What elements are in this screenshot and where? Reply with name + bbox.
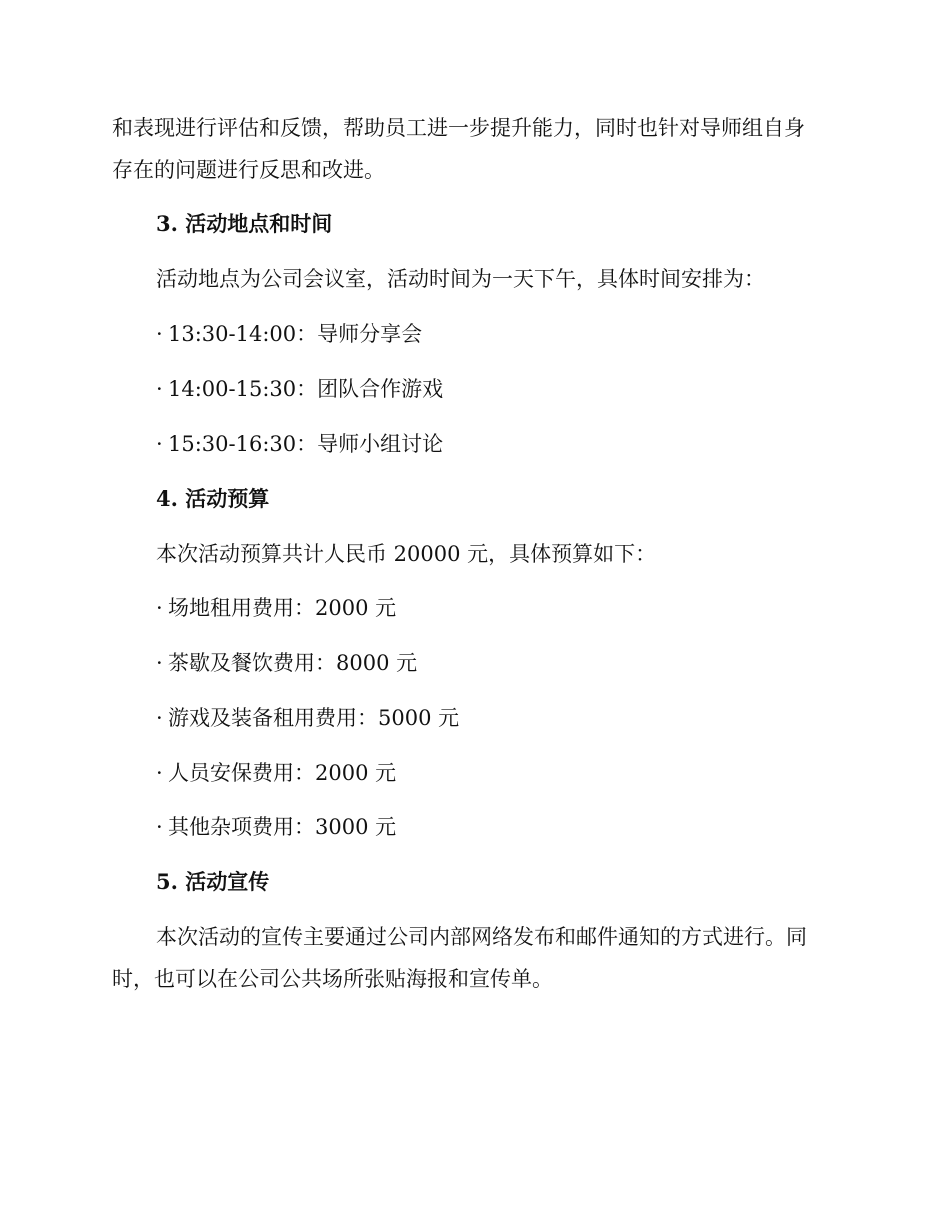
- section-5-line-2: 时，也可以在公司公共场所张贴海报和宣传单。: [112, 967, 553, 991]
- schedule-item-text: 14:00-15:30：团队合作游戏: [168, 377, 444, 401]
- bullet-icon: ·: [156, 596, 163, 620]
- bullet-icon: ·: [156, 322, 163, 346]
- budget-item-text: 茶歇及餐饮费用：8000 元: [168, 651, 418, 675]
- budget-item: [156, 759, 396, 787]
- schedule-item: [156, 430, 443, 458]
- bullet-icon: ·: [156, 651, 163, 675]
- bullet-icon: ·: [156, 761, 163, 785]
- budget-item-text: 场地租用费用：2000 元: [168, 596, 397, 620]
- section-3-body: 活动地点为公司会议室，活动时间为一天下午，具体时间安排为：: [156, 267, 765, 291]
- section-5-heading: 5. 活动宣传: [156, 869, 270, 894]
- budget-item: [156, 594, 396, 622]
- section-4-body: 本次活动预算共计人民币 20000 元，具体预算如下：: [156, 542, 657, 566]
- bullet-icon: ·: [156, 432, 163, 456]
- schedule-item: [156, 375, 443, 403]
- section-3-heading: 3. 活动地点和时间: [156, 211, 333, 236]
- section-5-line-1: 本次活动的宣传主要通过公司内部网络发布和邮件通知的方式进行。同: [156, 925, 807, 949]
- intro-line-1: 和表现进行评估和反馈，帮助员工进一步提升能力，同时也针对导师组自身: [112, 116, 805, 140]
- budget-item-text: 其他杂项费用：3000 元: [168, 815, 397, 839]
- schedule-item-text: 13:30-14:00：导师分享会: [168, 322, 423, 346]
- section-4-heading: 4. 活动预算: [156, 486, 270, 511]
- budget-item-text: 人员安保费用：2000 元: [168, 761, 397, 785]
- bullet-icon: ·: [156, 815, 163, 839]
- bullet-icon: ·: [156, 377, 163, 401]
- schedule-item-text: 15:30-16:30：导师小组讨论: [168, 432, 444, 456]
- budget-item-text: 游戏及装备租用费用：5000 元: [168, 706, 460, 730]
- intro-line-2: 存在的问题进行反思和改进。: [112, 158, 385, 182]
- bullet-icon: ·: [156, 706, 163, 730]
- budget-item: [156, 649, 417, 677]
- schedule-item: [156, 320, 422, 348]
- budget-item: [156, 813, 396, 841]
- budget-item: [156, 704, 459, 732]
